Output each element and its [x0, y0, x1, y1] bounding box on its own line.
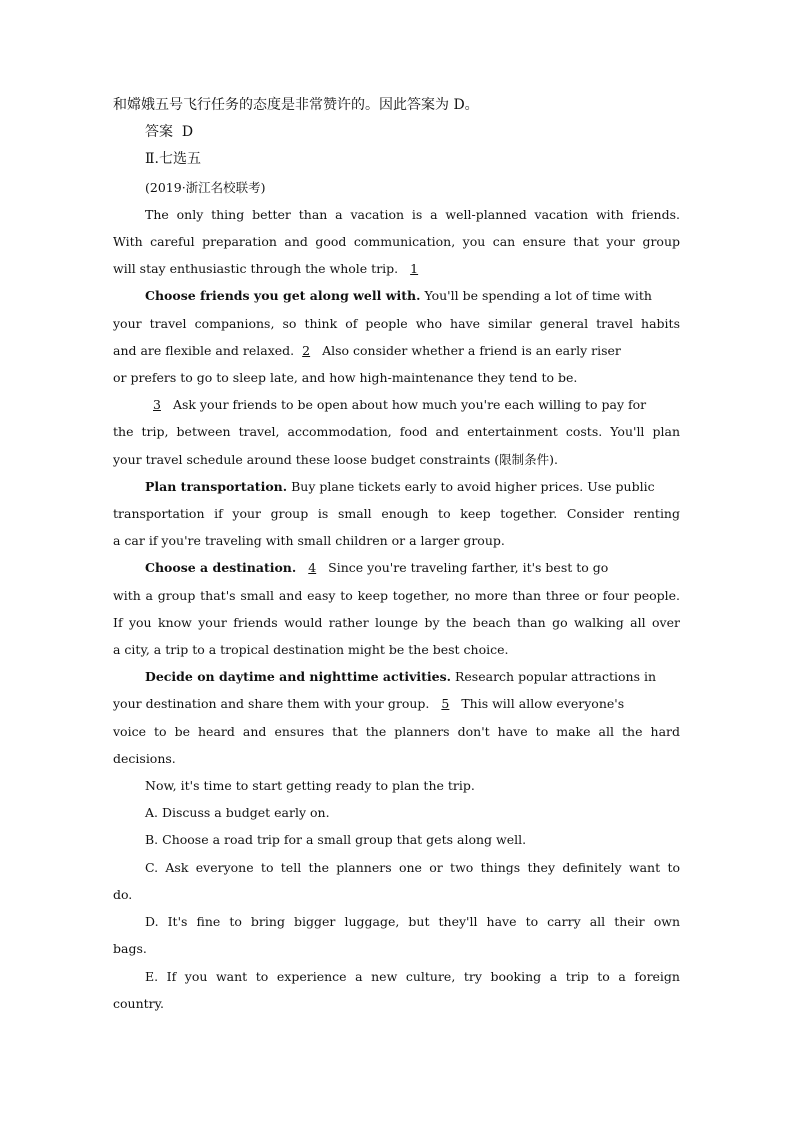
- option-c-line2: do.: [113, 886, 133, 902]
- p6-line1-rest: Research popular attractions in: [455, 669, 657, 685]
- option-a: A. Discuss a budget early on.: [145, 805, 330, 821]
- option-e-line2: country.: [113, 995, 165, 1011]
- p5-line3: If you know your friends would rather lounge by the beach than go walking all over: [113, 614, 680, 630]
- p6-line3: voice to be heard and ensures that the planners don't have to make all the hard: [113, 723, 680, 739]
- p5-line1: [113, 554, 680, 581]
- blank-4: 4: [308, 560, 317, 576]
- p6-line2: [113, 690, 680, 717]
- p2-line1-rest: You'll be spending a lot of time with: [424, 288, 652, 304]
- option-b: B. Choose a road trip for a small group that gets along well.: [145, 832, 527, 848]
- p6-line4: decisions.: [113, 750, 176, 766]
- blank-1: 1: [410, 261, 419, 277]
- document-page: [113, 92, 680, 1017]
- p2-line2: your travel companions, so think of people who have similar general travel habits: [113, 315, 680, 331]
- p6-line2b: This will allow everyone's: [461, 696, 625, 712]
- p1-line3: [113, 255, 680, 282]
- carryover-line: 和嫦娥五号飞行任务的态度是非常赞许的。因此答案为 D。: [113, 97, 479, 113]
- p5-line4: a city, a trip to a tropical destination might be the best choice.: [113, 642, 509, 658]
- p5-heading: Choose a destination.: [145, 560, 297, 576]
- p2-line3: [113, 337, 680, 364]
- p1-line1: The only thing better than a vacation is a well-planned vacation with friends.: [145, 206, 680, 222]
- p4-heading: Plan transportation.: [145, 478, 288, 494]
- option-d-line1: D. It's fine to bring bigger luggage, but they'll have to carry all their own: [145, 914, 680, 930]
- p3-line1: [113, 391, 680, 418]
- p2-line3a: and are flexible and relaxed.: [113, 342, 295, 358]
- blank-3: 3: [153, 397, 161, 413]
- p4-line2: transportation if your group is small enough to keep together. Consider renting: [113, 506, 680, 522]
- blank-5: 5: [441, 696, 450, 712]
- option-d-line2: bags.: [113, 941, 147, 957]
- p4-line1-rest: Buy plane tickets early to avoid higher prices. Use public: [291, 478, 655, 494]
- p5-line2: with a group that's small and easy to keep together, no more than three or four people.: [113, 587, 680, 603]
- option-c-line1: C. Ask everyone to tell the planners one or two things they definitely want to: [145, 859, 680, 875]
- answer-line: [113, 119, 680, 146]
- option-e-line1: E. If you want to experience a new culture, try booking a trip to a foreign: [145, 968, 680, 984]
- p2-line1: [113, 282, 680, 309]
- section-heading: Ⅱ.七选五: [145, 151, 201, 168]
- answer-value: D: [181, 124, 194, 141]
- p6-line1: [113, 663, 680, 690]
- p3-line1-rest: Ask your friends to be open about how much you're each willing to pay for: [172, 397, 647, 413]
- answer-label: 答案: [145, 124, 173, 141]
- p6-line2a: your destination and share them with your group.: [113, 696, 430, 712]
- p1-line2: With careful preparation and good communication, you can ensure that your group: [113, 234, 680, 250]
- blank-2: 2: [302, 342, 311, 358]
- p3-line2: the trip, between travel, accommodation, food and entertainment costs. You'll plan: [113, 424, 680, 440]
- p2-line4: or prefers to go to sleep late, and how high-maintenance they tend to be.: [113, 370, 578, 386]
- p1-line3-text: will stay enthusiastic through the whole trip.: [113, 261, 399, 277]
- p2-heading: Choose friends you get along well with.: [145, 288, 421, 304]
- p7-line: Now, it's time to start getting ready to plan the trip.: [145, 778, 475, 794]
- p4-line3: a car if you're traveling with small children or a larger group.: [113, 533, 505, 549]
- p5-line1-rest: Since you're traveling farther, it's best to go: [328, 560, 609, 576]
- p6-heading: Decide on daytime and nighttime activities.: [145, 669, 452, 685]
- p4-line1: [113, 473, 680, 500]
- p3-line3: your travel schedule around these loose budget constraints (限制条件).: [113, 451, 558, 467]
- source-note: (2019·浙江名校联考): [145, 179, 266, 195]
- p2-line3b: Also consider whether a friend is an early riser: [322, 342, 621, 358]
